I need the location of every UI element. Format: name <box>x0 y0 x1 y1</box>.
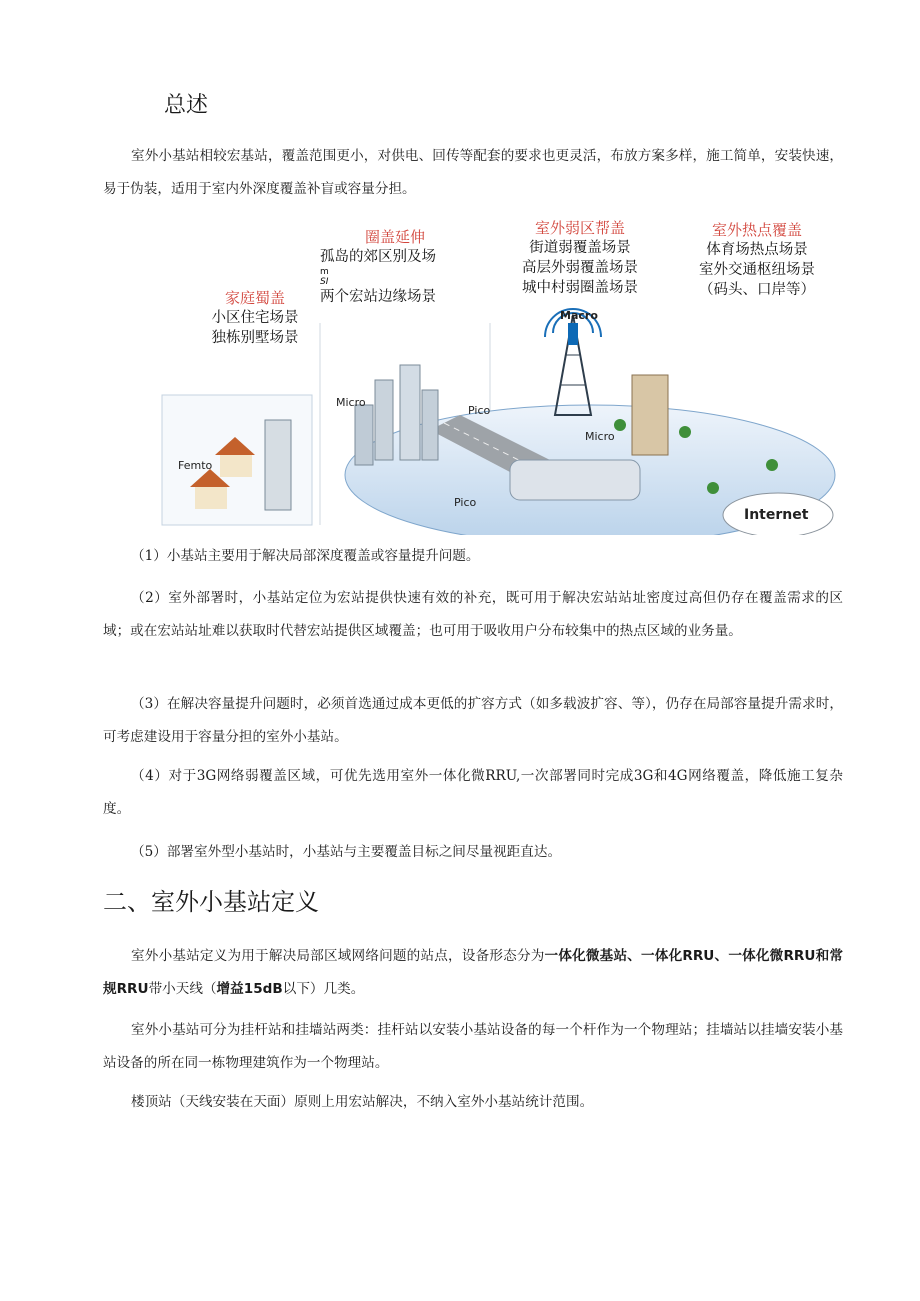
caption-outdoor-hotspot: 室外热点覆盖 体育场热点场景 室外交通枢纽场景 （码头、口岸等） <box>699 221 815 298</box>
label-micro-right: Micro <box>585 430 615 443</box>
caption-outdoor-weak-area: 室外弱区帮盖 街道弱覆盖场景 高层外弱覆盖场景 城中村弱圈盖场景 <box>522 219 638 296</box>
section-title-definition: 二、室外小基站定义 <box>103 888 319 916</box>
caption-home-coverage: 家庭蜀盖 小区住宅场景 独栋别墅场景 <box>211 289 299 346</box>
label-pico-bottom: Pico <box>454 496 477 509</box>
rooftop-paragraph: 楼顶站（天线安装在天面）原则上用宏站解决，不纳入室外小基站统计范围。 <box>131 1094 594 1110</box>
point-2: （2）室外部署时，小基站定位为宏站提供快速有效的补充，既可用于解决宏站站址密度过高但仍存在覆盖需求的区域；或在宏站站址难以获取时代替宏站提供区域覆盖；也可用于吸收用户分布较集中的热点区域的业务量。 <box>103 590 843 639</box>
label-internet: Internet <box>744 507 809 523</box>
point-1: （1）小基站主要用于解决局部深度覆盖或容量提升问题。 <box>131 548 480 564</box>
site-type-paragraph: 室外小基站可分为挂杆站和挂墙站两类：挂杆站以安装小基站设备的每一个杆作为一个物理站；挂墙站以挂墙安装小基站设备的所在同一栋物理建筑作为一个物理站。 <box>103 1022 843 1071</box>
point-4: （4）对于3G网络弱覆盖区域，可优先选用室外一体化微RRU,一次部署同时完成3G和4G网络覆盖，降低施工复杂度。 <box>103 768 843 817</box>
point-5: （5）部署室外型小基站时，小基站与主要覆盖目标之间尽量视距直达。 <box>131 844 562 860</box>
label-macro: Macro <box>560 309 598 322</box>
small-cell-scenario-figure <box>160 215 840 535</box>
caption-coverage-extension: 圈盖延伸 孤岛的郊区别及场 m SI 两个宏站边缘场景 <box>320 228 436 305</box>
definition-paragraph: 室外小基站定义为用于解决局部区域网络问题的站点，设备形态分为一体化微基站、一体化RRU、一体化微RRU和常规RRU带小天线（增益15dB以下）几类。 <box>103 948 843 997</box>
label-femto: Femto <box>178 459 213 472</box>
point-3: （3）在解决容量提升问题时，必须首选通过成本更低的扩容方式（如多载波扩容、等），仍存在局部容量提升需求时，可考虑建设用于容量分担的室外小基站。 <box>103 696 843 745</box>
label-micro-left: Micro <box>336 396 366 409</box>
intro-paragraph: 室外小基站相较宏基站，覆盖范围更小，对供电、回传等配套的要求也更灵活，布放方案多样，施工简单，安装快速，易于伪装，适用于室内外深度覆盖补盲或容量分担。 <box>103 148 843 197</box>
label-pico-top: Pico <box>468 404 491 417</box>
section-title-overview: 总述 <box>164 93 209 118</box>
